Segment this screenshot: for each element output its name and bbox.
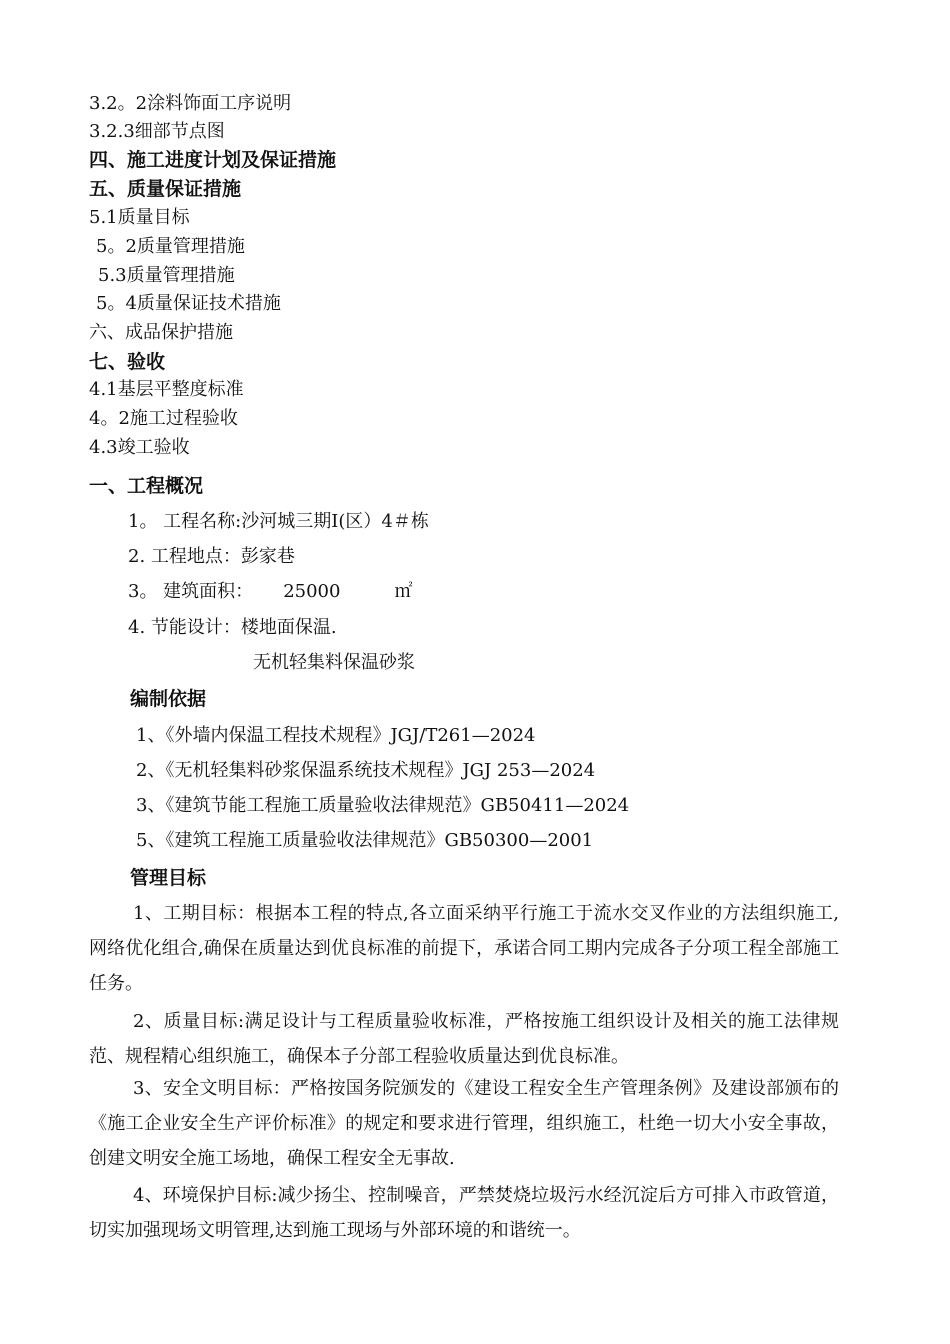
toc-item: 3.2.3细部节点图 <box>89 121 225 142</box>
basis-item: 1、《外墙内保温工程技术规程》JGJ/T261—2024 <box>136 725 536 746</box>
overview-item-name: 1。 工程名称:沙河城三期I(区）4＃栋 <box>128 511 429 532</box>
section-heading-basis: 编制依据 <box>130 688 207 710</box>
target-paragraph-safety: 3、安全文明目标：严格按国务院颁发的《建设工程安全生产管理条例》及建设部颁布的《施工企业安全生产评价标准》的规定和要求进行管理，组织施工，杜绝一切大小安全事故，创建文明安全施工场地，确保工程安全无事故. <box>89 1078 839 1169</box>
section-heading-targets: 管理目标 <box>130 867 207 889</box>
target-paragraph-quality: 2、质量目标:满足设计与工程质量验收标准，严格按施工组织设计及相关的施工法律规范、规程精心组织施工，确保本子分部工程验收质量达到优良标准。 <box>89 1011 839 1067</box>
toc-section-heading: 四、施工进度计划及保证措施 <box>89 149 337 171</box>
toc-item: 4.3竣工验收 <box>89 437 190 458</box>
area-label: 3。 建筑面积： <box>128 581 254 602</box>
toc-item: 5。4质量保证技术措施 <box>96 293 281 314</box>
toc-item: 3.2。2涂料饰面工序说明 <box>89 93 292 114</box>
toc-item: 5.1质量目标 <box>89 207 190 228</box>
area-unit: ㎡ <box>394 581 413 602</box>
target-paragraph-environment: 4、环境保护目标:减少扬尘、控制噪音，严禁焚烧垃圾污水经沉淀后方可排入市政管道，切实加强现场文明管理,达到施工现场与外部环境的和谐统一。 <box>89 1185 839 1241</box>
overview-item-location: 2. 工程地点：彭家巷 <box>128 546 295 567</box>
overview-item-energy: 4. 节能设计：楼地面保温. <box>128 617 337 638</box>
toc-section-heading: 七、验收 <box>89 351 166 373</box>
target-paragraph-schedule: 1、工期目标：根据本工程的特点,各立面采纳平行施工于流水交叉作业的方法组织施工,网络优化组合,确保在质量达到优良标准的前提下，承诺合同工期内完成各子分项工程全部施工任务。 <box>89 903 839 994</box>
overview-item-area <box>128 580 412 604</box>
section-heading-overview: 一、工程概况 <box>89 475 204 497</box>
overview-item-energy-detail: 无机轻集料保温砂浆 <box>253 652 415 673</box>
basis-item: 5、《建筑工程施工质量验收法律规范》GB50300—2001 <box>136 830 594 851</box>
toc-item: 4。2施工过程验收 <box>89 408 238 429</box>
toc-item: 4.1基层平整度标准 <box>89 379 244 400</box>
basis-item: 3、《建筑节能工程施工质量验收法律规范》GB50411—2024 <box>136 795 630 816</box>
area-value: 25000 <box>283 581 341 602</box>
toc-item: 六、成品保护措施 <box>89 322 233 343</box>
toc-item: 5。2质量管理措施 <box>96 236 245 257</box>
basis-item: 2、《无机轻集料砂浆保温系统技术规程》JGJ 253—2024 <box>136 760 596 781</box>
toc-item: 5.3质量管理措施 <box>98 265 235 286</box>
toc-section-heading: 五、质量保证措施 <box>89 178 242 200</box>
